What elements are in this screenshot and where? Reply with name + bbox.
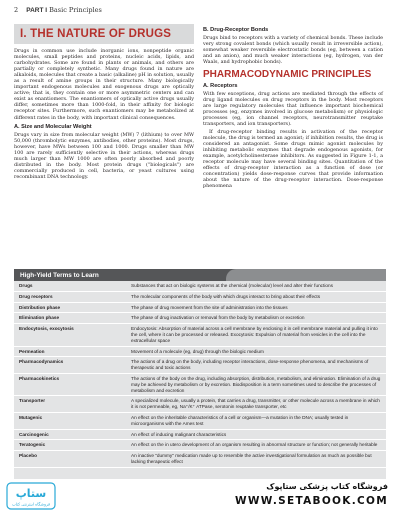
term-definition: Endocytosis: Absorption of material across a cell membrane by enclosing it in cell membrane material and pulling it into the cell, where it can be processed or released. Exocytosis: Expulsion of material from vesicles in the cell into the extracellular space [131,326,378,343]
term-definition: An effect on the in utero development of an organism resulting in abnormal structure or function; not generally heritable [131,442,378,448]
term-name: Distribution phase [19,304,61,310]
header-tab-decoration [226,269,386,281]
part-title: Basic Principles [49,6,102,14]
logo-subtitle: فروشگاه اینترنتی کتاب [11,501,51,507]
logo-wordmark: ستاپ [15,487,47,500]
subhead-bonds: B. Drug-Receptor Bonds [203,27,269,33]
term-name: Teratogenic [19,442,46,448]
term-name: Transporter [19,398,46,404]
term-definition: An inactive "dummy" medication made up to resemble the active investigational formulation as much as possible but lacking therapeutic effect [131,453,372,464]
subhead-receptors: A. Receptors [203,83,238,90]
term-row [14,291,386,302]
running-head [14,6,102,14]
term-row [14,440,386,451]
receptors-paragraph-2: If drug-receptor binding results in activation of the receptor molecule, the drug is termed an agonist; if inhibition results, the drug is considered an antagonist. Some drugs mimic agonist molecules by inhibiting metabolic enzymes that degrade endogenous agonists, for example, acetylcholinesterase inhibitors. As suggested in Figure 1-1, a receptor molecule may have several binding sites. Quantitation of the effects of drug-receptor interaction as a function of dose (or concentration) yields dose-response curves that provide information about the nature of the drug-receptor interaction. Dose-response phenomena [203,128,383,189]
store-url[interactable]: WWW.SETABOOK.COM [235,495,388,507]
term-name: Pharmacodynamics [19,359,64,365]
term-name: Carcinogenic [19,431,49,437]
term-definition: The phase of drug inactivation or removal from the body by metabolism or excretion [131,315,305,321]
term-row [14,429,386,440]
term-name: Endocytosis, exocytosis [19,326,74,332]
term-row [14,373,386,395]
term-name: Pharmacokinetics [19,375,60,381]
term-definition: Movement of a molecule (eg, drug) through the biologic medium [131,348,264,354]
subhead-size: A. Size and Molecular Weight [14,123,92,130]
part-label: PART I [26,7,48,14]
bonds-paragraph: Drugs bind to receptors with a variety of chemical bonds. These include very strong covalent bonds (which usually result in irreversible action), somewhat weaker reversible electrostatic bonds (eg, between a cation and an anion), and much weaker interactions (eg, hydrogen, van der Waals, and hydrophobic bonds). [203,35,383,66]
term-definition: The molecular components of the body with which drugs interact to bring about their effects [131,293,321,299]
term-name: Drug receptors [19,293,53,299]
term-definition: Substances that act on biologic systems at the chemical (molecular) level and alter their functions [131,283,333,288]
footer-banner [0,479,400,512]
term-definition: The phase of drug movement from the site of administration into the tissues [131,304,288,310]
term-name: Permeation [19,348,45,354]
right-column [203,24,383,190]
intro-paragraph: Drugs in common use include inorganic ions, nonpeptide organic molecules, small peptides and proteins, nucleic acids, lipids, and carbohydrates. Some are found in plants or animals, and others are partially or completely synthetic. Many drugs found in nature are alkaloids, molecules that create a basic (alkaline) pH in solution, usually as a result of amine groups in their structure. Many biologically important endogenous molecules and exogenous drugs are optically active; that is, they contain one or more asymmetric centers and can exist as enantiomers. The enantiomers of optically active drugs usually differ, sometimes more than 1000-fold, in their affinity for biologic receptor sites. Furthermore, such enantiomers may be metabolized at different rates in the body, with important clinical consequences. [14,48,195,121]
store-name: فروشگاه کتاب پزشکی ستاپوک [266,482,388,491]
section-title: PHARMACODYNAMIC PRINCIPLES [203,69,372,81]
high-yield-title: High-Yield Terms to Learn [20,272,99,279]
term-definition: An effect of inducing malignant characteristics [131,431,227,437]
page-number: 2 [14,6,19,14]
term-definition: A specialized molecule, usually a protein, that carries a drug, transmitter, or other molecule across a membrane in which it is not permeable, eg, Na⁺/K⁺ ATPase, serotonin reuptake transporter, etc [131,398,380,410]
setabook-logo [6,482,56,510]
term-row [14,412,386,429]
term-row [14,451,386,468]
receptors-paragraph-1: With few exceptions, drug actions are mediated through the effects of drug ligand molecules on drug receptors in the body. Most receptors are large regulatory molecules that influence important biochemical processes (eg, enzymes involved in glucose metabolism) or physiologic processes (eg, ion channel receptors, neurotransmitter reuptake transporters, and ion transporters). [203,91,383,128]
terms-table [14,281,386,468]
term-definition: The actions of the body on the drug, including absorption, distribution, metabolism, and elimination. Elimination of a drug may be achieved by metabolism or by excretion. Biodisposition is a term sometimes used to describe the processes of metabolism and excretion [131,375,381,393]
term-name: Elimination phase [19,315,60,321]
high-yield-header [14,269,386,281]
term-definition: An effect on the inheritable characteristics of a cell or organism—a mutation in the DNA; usually tested in microorganisms with the Ames test [131,414,349,426]
term-row [14,346,386,357]
term-row [14,302,386,313]
term-row [14,357,386,374]
left-column [14,24,194,181]
size-paragraph: Drugs vary in size from molecular weight (MW) 7 (lithium) to over MW 50,000 (thrombolytic enzymes, antibodies, other proteins). Most drugs, however, have MWs between 100 and 1000. Drugs smaller than MW 100 are rarely sufficiently selective in their actions, whereas drugs much larger than MW 1000 are often poorly absorbed and poorly distributed in the body. Most protein drugs ("biologicals") are commercially produced in cell, bacteria, or yeast cultures using recombinant DNA technology. [14,131,194,180]
term-name: Placebo [19,453,37,459]
term-row [14,324,386,346]
high-yield-terms-box [14,269,386,479]
chapter-title: I. THE NATURE OF DRUGS [14,24,194,44]
term-definition: The actions of a drug on the body, including receptor interactions, dose-response phenomena, and mechanisms of therapeutic and toxic actions [131,359,369,371]
term-name: Mutagenic [19,414,43,420]
term-row [14,313,386,324]
term-row [14,396,386,413]
term-row [14,281,386,291]
term-name: Drugs [19,283,33,288]
